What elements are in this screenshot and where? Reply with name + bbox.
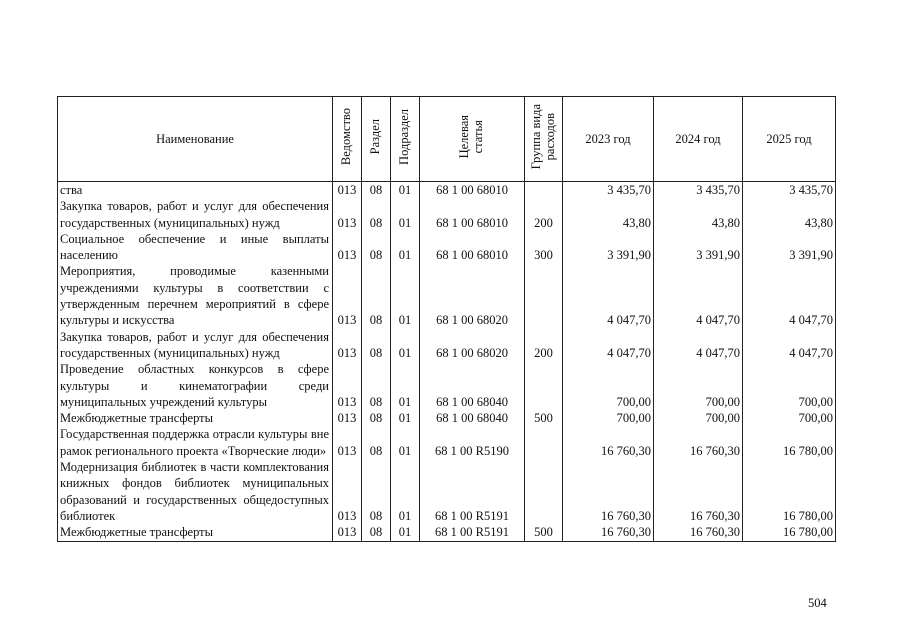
row-2024: 16 760,30 [654, 459, 743, 524]
row-2025: 700,00 [743, 410, 836, 426]
row-gruppa: 500 [525, 410, 563, 426]
table-row [58, 182, 836, 199]
table-row [58, 459, 836, 524]
row-razdel: 08 [362, 524, 391, 541]
row-vedomstvo: 013 [333, 263, 362, 328]
row-podrazdel: 01 [391, 426, 420, 459]
header-2023-text: 2023 год [585, 131, 631, 146]
header-razdel [362, 97, 391, 182]
row-celevaya: 68 1 00 68020 [420, 263, 525, 328]
table-row [58, 410, 836, 426]
table-row [58, 198, 836, 231]
row-2023: 700,00 [563, 410, 654, 426]
row-razdel: 08 [362, 263, 391, 328]
row-celevaya: 68 1 00 68020 [420, 329, 525, 362]
header-gruppa-line2: расходов [542, 113, 557, 161]
row-2023: 43,80 [563, 198, 654, 231]
row-2023: 4 047,70 [563, 263, 654, 328]
page-number: 504 [808, 596, 827, 610]
row-2023: 3 391,90 [563, 231, 654, 264]
row-podrazdel: 01 [391, 329, 420, 362]
row-vedomstvo: 013 [333, 231, 362, 264]
row-podrazdel: 01 [391, 459, 420, 524]
row-celevaya: 68 1 00 R5191 [420, 459, 525, 524]
row-name: Модернизация библиотек в части комплектования книжных фондов библиотек муниципальных образований и государственных общедоступных библиотек [58, 459, 333, 524]
budget-table [57, 96, 836, 542]
row-2023: 16 760,30 [563, 426, 654, 459]
row-podrazdel: 01 [391, 361, 420, 410]
header-2023 [563, 97, 654, 182]
budget-table-sheet [57, 96, 835, 542]
row-name: Государственная поддержка отрасли культуры вне рамок регионального проекта «Творческие люди» [58, 426, 333, 459]
row-gruppa [525, 182, 563, 199]
row-vedomstvo: 013 [333, 524, 362, 541]
row-2024: 16 760,30 [654, 524, 743, 541]
row-2023: 16 760,30 [563, 459, 654, 524]
row-name: Закупка товаров, работ и услуг для обеспечения государственных (муниципальных) нужд [58, 198, 333, 231]
row-name: Социальное обеспечение и иные выплаты населению [58, 231, 333, 264]
row-razdel: 08 [362, 361, 391, 410]
row-2025: 700,00 [743, 361, 836, 410]
row-gruppa [525, 459, 563, 524]
header-gruppa-block [530, 104, 558, 169]
row-name: Закупка товаров, работ и услуг для обеспечения государственных (муниципальных) нужд [58, 329, 333, 362]
row-2025: 16 780,00 [743, 459, 836, 524]
table-row [58, 426, 836, 459]
row-2023: 3 435,70 [563, 182, 654, 199]
header-podrazdel-text: Подраздел [397, 109, 412, 165]
row-name: Мероприятия, проводимые казенными учреждениями культуры в соответствии с утвержденным перечнем мероприятий в сфере культуры и искусства [58, 263, 333, 328]
header-vedomstvo [333, 97, 362, 182]
row-2025: 43,80 [743, 198, 836, 231]
row-razdel: 08 [362, 426, 391, 459]
row-2024: 3 391,90 [654, 231, 743, 264]
row-celevaya: 68 1 00 68010 [420, 182, 525, 199]
row-2025: 4 047,70 [743, 329, 836, 362]
row-podrazdel: 01 [391, 410, 420, 426]
table-row [58, 231, 836, 264]
row-2024: 43,80 [654, 198, 743, 231]
header-podrazdel [391, 97, 420, 182]
row-2024: 4 047,70 [654, 329, 743, 362]
row-name: Межбюджетные трансферты [58, 524, 333, 541]
table-body [58, 182, 836, 542]
row-gruppa [525, 361, 563, 410]
row-celevaya: 68 1 00 68040 [420, 410, 525, 426]
header-name [58, 97, 333, 182]
header-name-text: Наименование [156, 131, 234, 146]
row-gruppa: 500 [525, 524, 563, 541]
row-vedomstvo: 013 [333, 459, 362, 524]
row-2023: 700,00 [563, 361, 654, 410]
row-vedomstvo: 013 [333, 198, 362, 231]
table-row [58, 329, 836, 362]
header-gruppa-line1: Группа вида [528, 104, 543, 170]
row-2025: 3 435,70 [743, 182, 836, 199]
table-row [58, 524, 836, 541]
row-2025: 16 780,00 [743, 426, 836, 459]
header-2025 [743, 97, 836, 182]
row-2024: 4 047,70 [654, 263, 743, 328]
row-2024: 700,00 [654, 361, 743, 410]
row-2023: 4 047,70 [563, 329, 654, 362]
row-2025: 3 391,90 [743, 231, 836, 264]
row-gruppa [525, 426, 563, 459]
row-podrazdel: 01 [391, 524, 420, 541]
row-2025: 4 047,70 [743, 263, 836, 328]
row-2025: 16 780,00 [743, 524, 836, 541]
header-celevaya-line2: статья [471, 120, 485, 154]
table-row [58, 263, 836, 328]
row-podrazdel: 01 [391, 198, 420, 231]
header-vedomstvo-text: Ведомство [339, 108, 354, 166]
row-vedomstvo: 013 [333, 361, 362, 410]
table-row [58, 361, 836, 410]
header-celevaya [420, 97, 525, 182]
header-razdel-text: Раздел [368, 119, 383, 155]
row-gruppa: 300 [525, 231, 563, 264]
row-celevaya: 68 1 00 68010 [420, 231, 525, 264]
row-celevaya: 68 1 00 68010 [420, 198, 525, 231]
header-2025-text: 2025 год [766, 131, 812, 146]
row-2024: 16 760,30 [654, 426, 743, 459]
row-name: Межбюджетные трансферты [58, 410, 333, 426]
row-celevaya: 68 1 00 68040 [420, 361, 525, 410]
header-celevaya-line1: Целевая [457, 115, 472, 159]
row-razdel: 08 [362, 459, 391, 524]
row-podrazdel: 01 [391, 231, 420, 264]
row-2023: 16 760,30 [563, 524, 654, 541]
row-name: ства [58, 182, 333, 199]
row-celevaya: 68 1 00 R5191 [420, 524, 525, 541]
header-2024 [654, 97, 743, 182]
row-gruppa: 200 [525, 329, 563, 362]
row-vedomstvo: 013 [333, 329, 362, 362]
header-celevaya-block [458, 115, 486, 158]
row-2024: 3 435,70 [654, 182, 743, 199]
row-gruppa [525, 263, 563, 328]
row-podrazdel: 01 [391, 263, 420, 328]
row-2024: 700,00 [654, 410, 743, 426]
row-podrazdel: 01 [391, 182, 420, 199]
row-vedomstvo: 013 [333, 426, 362, 459]
row-razdel: 08 [362, 410, 391, 426]
header-2024-text: 2024 год [675, 131, 721, 146]
header-gruppa [525, 97, 563, 182]
row-vedomstvo: 013 [333, 182, 362, 199]
row-vedomstvo: 013 [333, 410, 362, 426]
row-name: Проведение областных конкурсов в сфере культуры и кинематографии среди муниципальных учреждений культуры [58, 361, 333, 410]
row-razdel: 08 [362, 198, 391, 231]
row-razdel: 08 [362, 231, 391, 264]
table-header [58, 97, 836, 182]
row-razdel: 08 [362, 182, 391, 199]
row-gruppa: 200 [525, 198, 563, 231]
row-celevaya: 68 1 00 R5190 [420, 426, 525, 459]
row-razdel: 08 [362, 329, 391, 362]
